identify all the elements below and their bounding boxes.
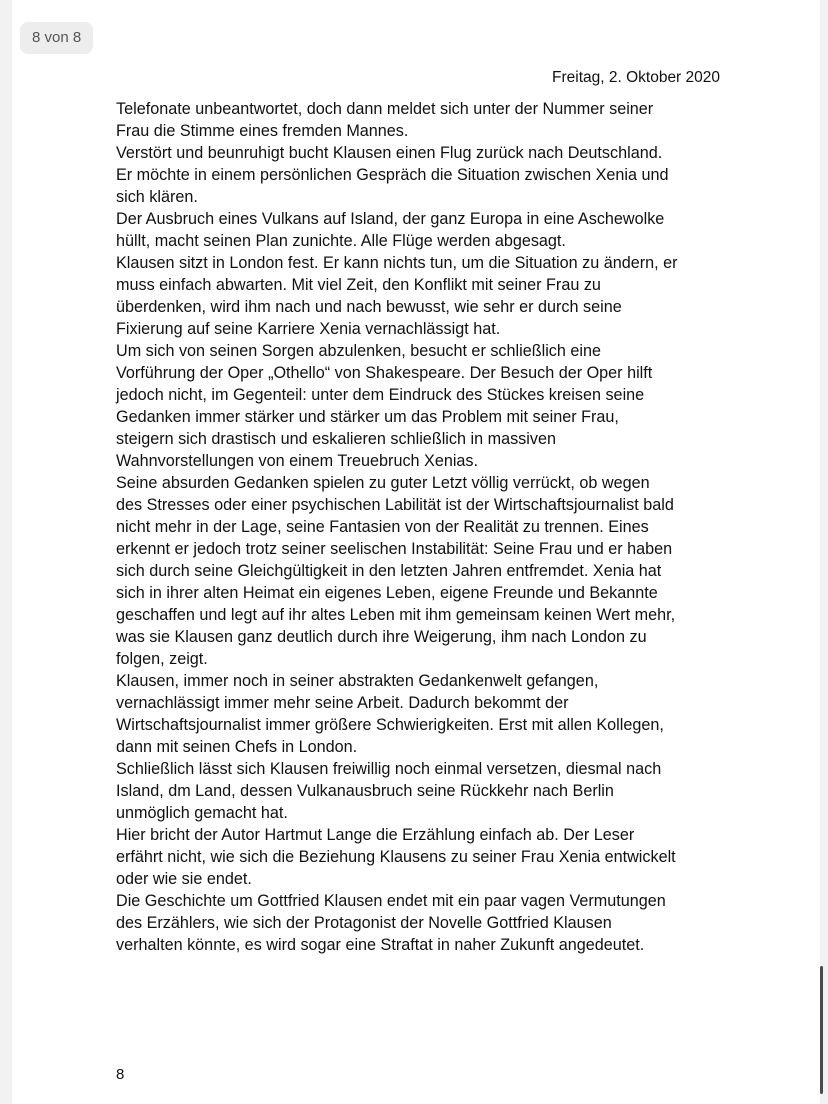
body-line: Klausen sitzt in London fest. Er kann nichts tun, um die Situation zu ändern, er (116, 254, 678, 272)
body-line: hüllt, macht seinen Plan zunichte. Alle Flüge werden abgesagt. (116, 232, 566, 250)
body-line: Gedanken immer stärker und stärker um das Problem mit seiner Frau, (116, 408, 619, 426)
document-date: Freitag, 2. Oktober 2020 (552, 69, 721, 86)
body-line: vernachlässigt immer mehr seine Arbeit. Dadurch bekommt der (116, 694, 569, 712)
page-indicator-badge: 8 von 8 (20, 22, 93, 54)
body-line: Island, dm Land, dessen Vulkanausbruch seine Rückkehr nach Berlin (116, 782, 614, 800)
body-line: Der Ausbruch eines Vulkans auf Island, der ganz Europa in eine Aschewolke (116, 210, 665, 228)
vertical-scrollbar[interactable] (820, 966, 823, 1094)
body-line: Um sich von seinen Sorgen abzulenken, besucht er schließlich eine (116, 342, 601, 360)
body-line: verhalten könnte, es wird sogar eine Straftat in naher Zukunft angedeutet. (116, 936, 645, 954)
body-line: Wahnvorstellungen von einem Treuebruch Xenias. (116, 452, 479, 470)
body-line: nicht mehr in der Lage, seine Fantasien von der Realität zu trennen. Eines (116, 518, 649, 536)
document-page (12, 0, 820, 1104)
body-line: Die Geschichte um Gottfried Klausen endet mit ein paar vagen Vermutungen (116, 892, 666, 910)
body-line: folgen, zeigt. (116, 650, 208, 668)
body-line: was sie Klausen ganz deutlich durch ihre Weigerung, ihm nach London zu (116, 628, 647, 646)
body-line: unmöglich gemacht hat. (116, 804, 288, 822)
body-line: Vorführung der Oper „Othello“ von Shakespeare. Der Besuch der Oper hilft (116, 364, 653, 382)
body-line: oder wie sie endet. (116, 870, 252, 888)
body-line: erkennt er jedoch trotz seiner seelischen Instabilität: Seine Frau und er haben (116, 540, 673, 558)
page-number: 8 (116, 1066, 125, 1083)
body-line: Schließlich lässt sich Klausen freiwillig noch einmal versetzen, diesmal nach (116, 760, 662, 778)
body-line: dann mit seinen Chefs in London. (116, 738, 358, 756)
body-line: sich durch seine Gleichgültigkeit in den letzten Jahren entfremdet. Xenia hat (116, 562, 662, 580)
body-line: geschaffen und legt auf ihr altes Leben mit ihm gemeinsam keinen Wert mehr, (116, 606, 676, 624)
body-line: überdenken, wird ihm nach und nach bewusst, wie sehr er durch seine (116, 298, 622, 316)
body-line: Klausen, immer noch in seiner abstrakten Gedankenwelt gefangen, (116, 672, 599, 690)
body-line: des Erzählers, wie sich der Protagonist der Novelle Gottfried Klausen (116, 914, 612, 932)
body-line: Verstört und beunruhigt bucht Klausen einen Flug zurück nach Deutschland. (116, 144, 663, 162)
body-line: Seine absurden Gedanken spielen zu guter Letzt völlig verrückt, ob wegen (116, 474, 650, 492)
body-line: des Stresses oder einer psychischen Labilität ist der Wirtschaftsjournalist bald (116, 496, 674, 514)
body-line: Fixierung auf seine Karriere Xenia vernachlässigt hat. (116, 320, 501, 338)
body-line: Telefonate unbeantwortet, doch dann meldet sich unter der Nummer seiner (116, 100, 654, 118)
body-line: Frau die Stimme eines fremden Mannes. (116, 122, 409, 140)
body-line: jedoch nicht, im Gegenteil: unter dem Eindruck des Stückes kreisen seine (116, 386, 645, 404)
body-line: Er möchte in einem persönlichen Gespräch die Situation zwischen Xenia und (116, 166, 669, 184)
body-line: steigern sich drastisch und eskalieren schließlich in massiven (116, 430, 556, 448)
body-line: sich in ihrer alten Heimat ein eigenes Leben, eigene Freunde und Bekannte (116, 584, 658, 602)
body-line: Wirtschaftsjournalist immer größere Schwierigkeiten. Erst mit allen Kollegen, (116, 716, 664, 734)
body-line: erfährt nicht, wie sich die Beziehung Klausens zu seiner Frau Xenia entwickelt (116, 848, 676, 866)
body-line: muss einfach abwarten. Mit viel Zeit, den Konflikt mit seiner Frau zu (116, 276, 601, 294)
document-body (116, 98, 756, 956)
body-line: sich klären. (116, 188, 198, 206)
body-line: Hier bricht der Autor Hartmut Lange die Erzählung einfach ab. Der Leser (116, 826, 635, 844)
